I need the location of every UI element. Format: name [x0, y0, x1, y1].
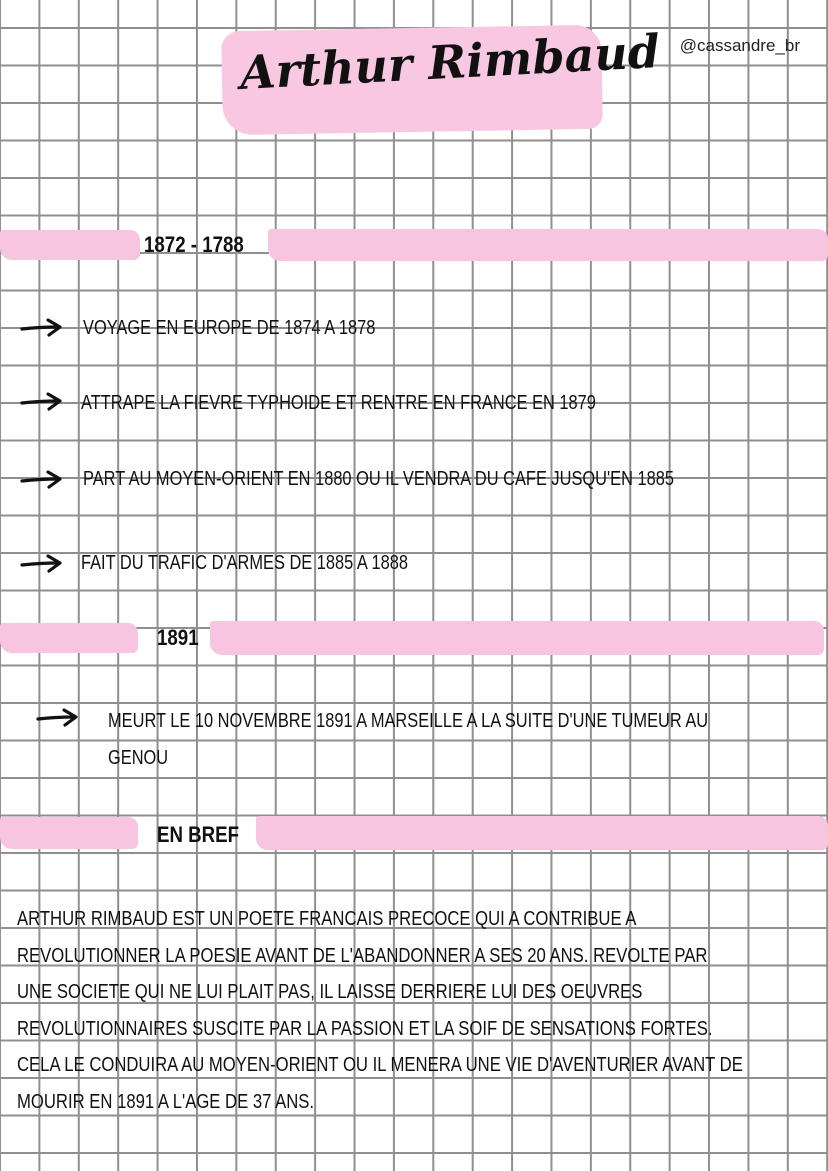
arrow-icon	[20, 554, 64, 574]
timeline-item: VOYAGE EN EUROPE DE 1874 A 1878	[83, 317, 376, 339]
timeline-item-line: GENOU	[108, 747, 169, 769]
timeline-item: FAIT DU TRAFIC D'ARMES DE 1885 A 1888	[81, 552, 409, 574]
arrow-icon	[20, 392, 64, 412]
arrow-icon	[20, 470, 64, 490]
timeline-item-line: MEURT LE 10 NOVEMBRE 1891 A MARSEILLE A LA SUITE D'UNE TUMEUR AU	[108, 710, 709, 732]
section-highlight-left	[0, 623, 138, 653]
timeline-item: ATTRAPE LA FIEVRE TYPHOIDE ET RENTRE EN FRANCE EN 1879	[81, 392, 596, 414]
timeline-item: PART AU MOYEN-ORIENT EN 1880 OU IL VENDRA DU CAFE JUSQU'EN 1885	[83, 468, 674, 490]
section-highlight-left	[0, 230, 140, 260]
section-highlight-left	[0, 817, 138, 849]
section-highlight-right	[256, 816, 828, 850]
paragraph-line: UNE SOCIETE QUI NE LUI PLAIT PAS, IL LAISSE DERRIERE LUI DES OEUVRES	[17, 981, 643, 1003]
section-heading-1891: 1891	[157, 625, 199, 650]
section-heading-en-bref: EN BREF	[157, 822, 240, 847]
timeline-item	[108, 703, 708, 777]
page-title: Arthur Rimbaud	[238, 24, 662, 100]
paragraph-line: REVOLUTIONNAIRES SUSCITE PAR LA PASSION ET LA SOIF DE SENSATIONS FORTES.	[17, 1017, 713, 1040]
summary-paragraph	[17, 901, 743, 1120]
section-highlight-right	[268, 229, 828, 261]
paragraph-line: ARTHUR RIMBAUD EST UN POETE FRANCAIS PRECOCE QUI A CONTRIBUE A	[17, 908, 637, 930]
arrow-icon	[36, 708, 80, 728]
paragraph-line: CELA LE CONDUIRA AU MOYEN-ORIENT OU IL MENERA UNE VIE D'AVENTURIER AVANT DE	[17, 1054, 743, 1076]
section-heading-dates: 1872 - 1788	[144, 232, 244, 257]
paragraph-line: REVOLUTIONNER LA POESIE AVANT DE L'ABANDONNER A SES 20 ANS. REVOLTE PAR	[17, 944, 708, 967]
paragraph-line: MOURIR EN 1891 A L'AGE DE 37 ANS.	[17, 1090, 315, 1113]
author-handle: @cassandre_br	[679, 36, 800, 55]
arrow-icon	[20, 318, 64, 338]
section-highlight-right	[210, 621, 824, 655]
